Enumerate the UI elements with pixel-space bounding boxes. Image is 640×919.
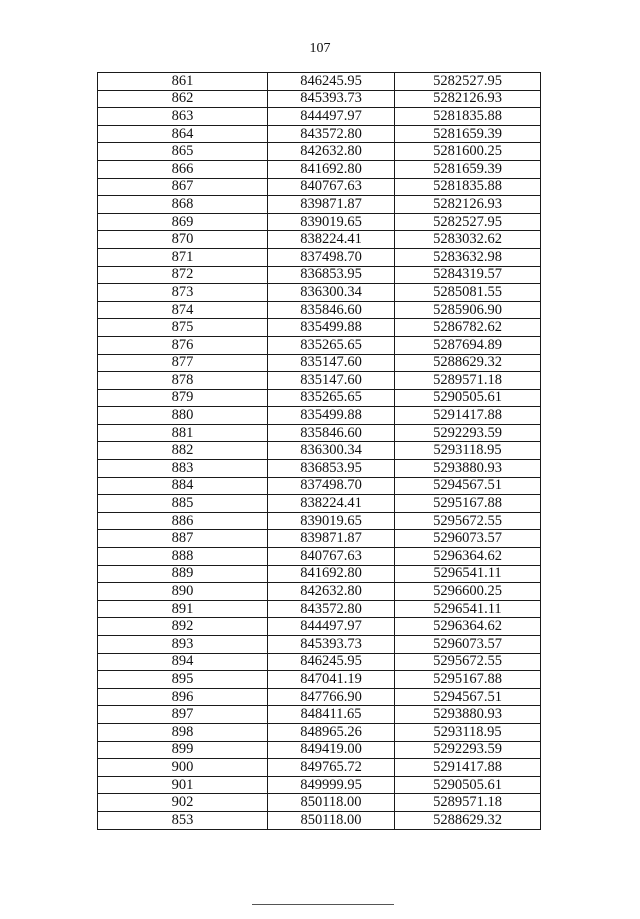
y-coordinate-cell: 5282527.95 xyxy=(395,73,541,91)
x-coordinate-cell: 849419.00 xyxy=(268,741,395,759)
y-coordinate-cell: 5281659.39 xyxy=(395,125,541,143)
y-coordinate-cell: 5288629.32 xyxy=(395,354,541,372)
table-row xyxy=(98,336,541,354)
y-coordinate-cell: 5296073.57 xyxy=(395,636,541,654)
table-row xyxy=(98,759,541,777)
y-coordinate-cell: 5290505.61 xyxy=(395,389,541,407)
x-coordinate-cell: 849765.72 xyxy=(268,759,395,777)
y-coordinate-cell: 5294567.51 xyxy=(395,477,541,495)
x-coordinate-cell: 844497.97 xyxy=(268,108,395,126)
x-coordinate-cell: 836853.95 xyxy=(268,266,395,284)
table-row xyxy=(98,442,541,460)
x-coordinate-cell: 835265.65 xyxy=(268,389,395,407)
table-row xyxy=(98,811,541,829)
table-row xyxy=(98,477,541,495)
x-coordinate-cell: 835265.65 xyxy=(268,336,395,354)
table-row xyxy=(98,231,541,249)
table-row xyxy=(98,90,541,108)
point-number-cell: 869 xyxy=(98,213,268,231)
point-number-cell: 896 xyxy=(98,688,268,706)
x-coordinate-cell: 848411.65 xyxy=(268,706,395,724)
y-coordinate-cell: 5289571.18 xyxy=(395,794,541,812)
point-number-cell: 868 xyxy=(98,196,268,214)
point-number-cell: 884 xyxy=(98,477,268,495)
x-coordinate-cell: 843572.80 xyxy=(268,600,395,618)
x-coordinate-cell: 836300.34 xyxy=(268,284,395,302)
point-number-cell: 891 xyxy=(98,600,268,618)
x-coordinate-cell: 838224.41 xyxy=(268,231,395,249)
y-coordinate-cell: 5294567.51 xyxy=(395,688,541,706)
point-number-cell: 885 xyxy=(98,495,268,513)
y-coordinate-cell: 5289571.18 xyxy=(395,372,541,390)
x-coordinate-cell: 848965.26 xyxy=(268,723,395,741)
table-row xyxy=(98,196,541,214)
x-coordinate-cell: 840767.63 xyxy=(268,178,395,196)
x-coordinate-cell: 835499.88 xyxy=(268,407,395,425)
table-row xyxy=(98,460,541,478)
x-coordinate-cell: 847766.90 xyxy=(268,688,395,706)
point-number-cell: 898 xyxy=(98,723,268,741)
table-row xyxy=(98,671,541,689)
x-coordinate-cell: 842632.80 xyxy=(268,583,395,601)
x-coordinate-cell: 839019.65 xyxy=(268,512,395,530)
x-coordinate-cell: 835846.60 xyxy=(268,301,395,319)
x-coordinate-cell: 839871.87 xyxy=(268,530,395,548)
point-number-cell: 861 xyxy=(98,73,268,91)
x-coordinate-cell: 837498.70 xyxy=(268,477,395,495)
y-coordinate-cell: 5296364.62 xyxy=(395,548,541,566)
y-coordinate-cell: 5295672.55 xyxy=(395,512,541,530)
table-row xyxy=(98,160,541,178)
point-number-cell: 880 xyxy=(98,407,268,425)
point-number-cell: 901 xyxy=(98,776,268,794)
x-coordinate-cell: 841692.80 xyxy=(268,160,395,178)
table-row xyxy=(98,389,541,407)
y-coordinate-cell: 5288629.32 xyxy=(395,811,541,829)
y-coordinate-cell: 5281835.88 xyxy=(395,178,541,196)
y-coordinate-cell: 5281600.25 xyxy=(395,143,541,161)
x-coordinate-cell: 835846.60 xyxy=(268,424,395,442)
point-number-cell: 877 xyxy=(98,354,268,372)
y-coordinate-cell: 5296364.62 xyxy=(395,618,541,636)
table-row xyxy=(98,706,541,724)
x-coordinate-cell: 836300.34 xyxy=(268,442,395,460)
table-row xyxy=(98,125,541,143)
y-coordinate-cell: 5293880.93 xyxy=(395,460,541,478)
y-coordinate-cell: 5292293.59 xyxy=(395,741,541,759)
y-coordinate-cell: 5293880.93 xyxy=(395,706,541,724)
x-coordinate-cell: 840767.63 xyxy=(268,548,395,566)
point-number-cell: 879 xyxy=(98,389,268,407)
x-coordinate-cell: 846245.95 xyxy=(268,73,395,91)
x-coordinate-cell: 841692.80 xyxy=(268,565,395,583)
y-coordinate-cell: 5292293.59 xyxy=(395,424,541,442)
y-coordinate-cell: 5293118.95 xyxy=(395,442,541,460)
point-number-cell: 871 xyxy=(98,248,268,266)
table-row xyxy=(98,301,541,319)
point-number-cell: 886 xyxy=(98,512,268,530)
y-coordinate-cell: 5287694.89 xyxy=(395,336,541,354)
table-row xyxy=(98,143,541,161)
table-row xyxy=(98,512,541,530)
x-coordinate-cell: 849999.95 xyxy=(268,776,395,794)
point-number-cell: 890 xyxy=(98,583,268,601)
point-number-cell: 867 xyxy=(98,178,268,196)
x-coordinate-cell: 850118.00 xyxy=(268,811,395,829)
point-number-cell: 897 xyxy=(98,706,268,724)
table-row xyxy=(98,266,541,284)
point-number-cell: 889 xyxy=(98,565,268,583)
point-number-cell: 872 xyxy=(98,266,268,284)
table-row xyxy=(98,495,541,513)
x-coordinate-cell: 850118.00 xyxy=(268,794,395,812)
table-row xyxy=(98,636,541,654)
y-coordinate-cell: 5285906.90 xyxy=(395,301,541,319)
point-number-cell: 878 xyxy=(98,372,268,390)
table-row xyxy=(98,548,541,566)
x-coordinate-cell: 837498.70 xyxy=(268,248,395,266)
table-row xyxy=(98,372,541,390)
y-coordinate-cell: 5290505.61 xyxy=(395,776,541,794)
table-row xyxy=(98,776,541,794)
point-number-cell: 895 xyxy=(98,671,268,689)
table-row xyxy=(98,530,541,548)
table-row xyxy=(98,178,541,196)
y-coordinate-cell: 5284319.57 xyxy=(395,266,541,284)
x-coordinate-cell: 836853.95 xyxy=(268,460,395,478)
y-coordinate-cell: 5286782.62 xyxy=(395,319,541,337)
x-coordinate-cell: 847041.19 xyxy=(268,671,395,689)
table-row xyxy=(98,741,541,759)
y-coordinate-cell: 5281835.88 xyxy=(395,108,541,126)
y-coordinate-cell: 5282126.93 xyxy=(395,90,541,108)
y-coordinate-cell: 5296541.11 xyxy=(395,600,541,618)
x-coordinate-cell: 835499.88 xyxy=(268,319,395,337)
point-number-cell: 899 xyxy=(98,741,268,759)
footer-rule xyxy=(252,904,394,905)
y-coordinate-cell: 5291417.88 xyxy=(395,407,541,425)
point-number-cell: 866 xyxy=(98,160,268,178)
point-number-cell: 863 xyxy=(98,108,268,126)
table-row xyxy=(98,618,541,636)
y-coordinate-cell: 5283032.62 xyxy=(395,231,541,249)
table-row xyxy=(98,565,541,583)
table-row xyxy=(98,600,541,618)
x-coordinate-cell: 845393.73 xyxy=(268,636,395,654)
x-coordinate-cell: 844497.97 xyxy=(268,618,395,636)
y-coordinate-cell: 5281659.39 xyxy=(395,160,541,178)
point-number-cell: 864 xyxy=(98,125,268,143)
table-row xyxy=(98,794,541,812)
table-row xyxy=(98,723,541,741)
point-number-cell: 865 xyxy=(98,143,268,161)
table-row xyxy=(98,284,541,302)
table-row xyxy=(98,407,541,425)
point-number-cell: 887 xyxy=(98,530,268,548)
x-coordinate-cell: 839019.65 xyxy=(268,213,395,231)
coordinates-table xyxy=(97,72,541,830)
y-coordinate-cell: 5285081.55 xyxy=(395,284,541,302)
x-coordinate-cell: 835147.60 xyxy=(268,372,395,390)
point-number-cell: 875 xyxy=(98,319,268,337)
table-row xyxy=(98,583,541,601)
point-number-cell: 894 xyxy=(98,653,268,671)
point-number-cell: 870 xyxy=(98,231,268,249)
point-number-cell: 874 xyxy=(98,301,268,319)
coordinates-table-body xyxy=(98,73,541,830)
point-number-cell: 876 xyxy=(98,336,268,354)
page-number: 107 xyxy=(309,41,331,56)
point-number-cell: 883 xyxy=(98,460,268,478)
point-number-cell: 862 xyxy=(98,90,268,108)
table-row xyxy=(98,319,541,337)
x-coordinate-cell: 842632.80 xyxy=(268,143,395,161)
y-coordinate-cell: 5282527.95 xyxy=(395,213,541,231)
point-number-cell: 881 xyxy=(98,424,268,442)
x-coordinate-cell: 846245.95 xyxy=(268,653,395,671)
y-coordinate-cell: 5293118.95 xyxy=(395,723,541,741)
table-row xyxy=(98,213,541,231)
y-coordinate-cell: 5283632.98 xyxy=(395,248,541,266)
point-number-cell: 893 xyxy=(98,636,268,654)
point-number-cell: 888 xyxy=(98,548,268,566)
y-coordinate-cell: 5295167.88 xyxy=(395,671,541,689)
table-row xyxy=(98,424,541,442)
point-number-cell: 900 xyxy=(98,759,268,777)
x-coordinate-cell: 835147.60 xyxy=(268,354,395,372)
x-coordinate-cell: 838224.41 xyxy=(268,495,395,513)
table-row xyxy=(98,688,541,706)
x-coordinate-cell: 839871.87 xyxy=(268,196,395,214)
point-number-cell: 873 xyxy=(98,284,268,302)
point-number-cell: 902 xyxy=(98,794,268,812)
y-coordinate-cell: 5296073.57 xyxy=(395,530,541,548)
y-coordinate-cell: 5296541.11 xyxy=(395,565,541,583)
point-number-cell: 892 xyxy=(98,618,268,636)
y-coordinate-cell: 5291417.88 xyxy=(395,759,541,777)
table-row xyxy=(98,73,541,91)
table-row xyxy=(98,653,541,671)
y-coordinate-cell: 5282126.93 xyxy=(395,196,541,214)
y-coordinate-cell: 5296600.25 xyxy=(395,583,541,601)
y-coordinate-cell: 5295672.55 xyxy=(395,653,541,671)
point-number-cell: 853 xyxy=(98,811,268,829)
table-row xyxy=(98,354,541,372)
x-coordinate-cell: 843572.80 xyxy=(268,125,395,143)
y-coordinate-cell: 5295167.88 xyxy=(395,495,541,513)
table-row xyxy=(98,108,541,126)
table-row xyxy=(98,248,541,266)
point-number-cell: 882 xyxy=(98,442,268,460)
x-coordinate-cell: 845393.73 xyxy=(268,90,395,108)
